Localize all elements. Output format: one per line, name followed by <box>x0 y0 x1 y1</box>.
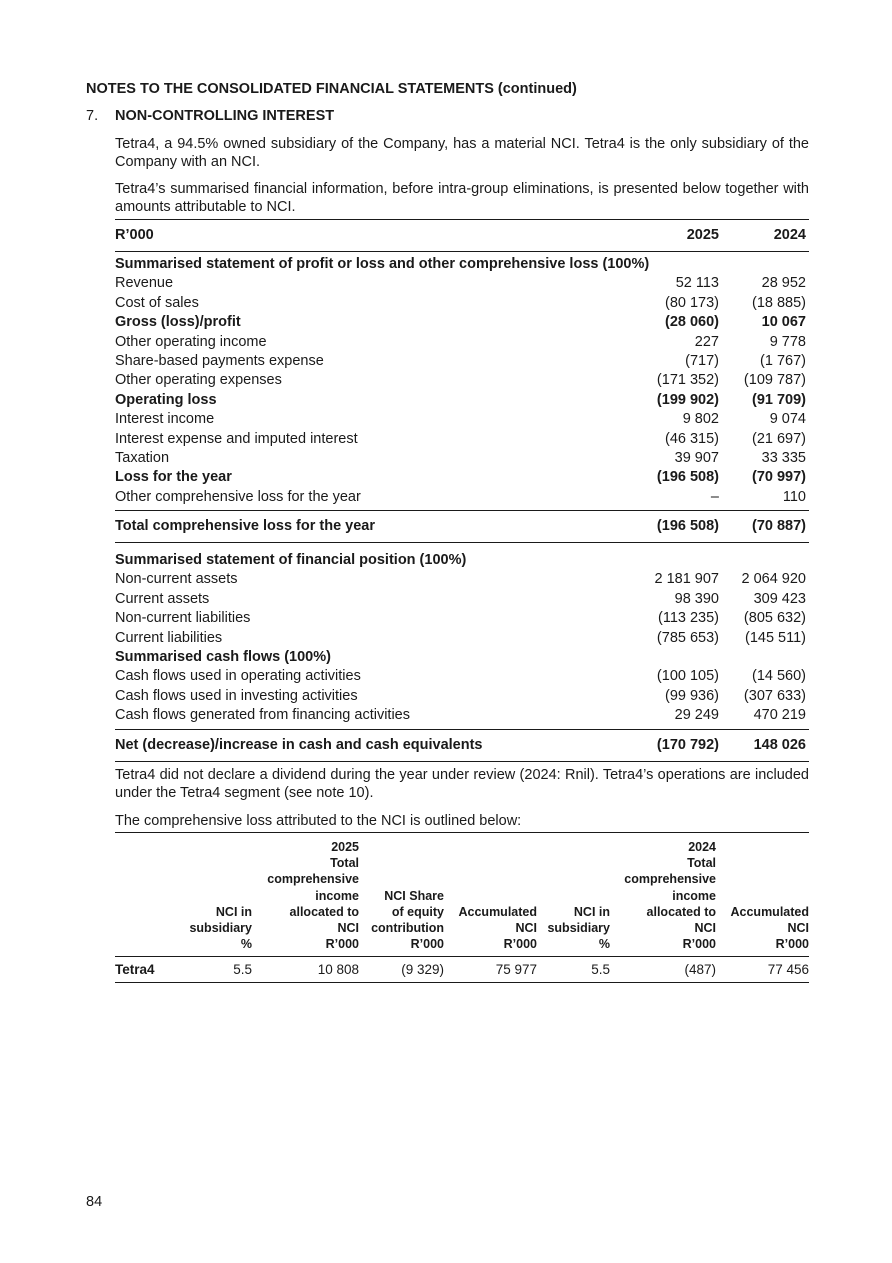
row-label: Current liabilities <box>115 629 223 646</box>
row-label: Cash flows used in investing activities <box>115 687 358 704</box>
value-2025: (717) <box>685 352 719 369</box>
value-2024: 9 778 <box>769 333 806 350</box>
value-2025: 227 <box>694 333 719 350</box>
value-2025: (80 173) <box>664 294 719 311</box>
value-2025: (171 352) <box>656 372 719 389</box>
header-year-2025: 2025 <box>686 227 719 243</box>
value-2025: (785 653) <box>656 629 719 646</box>
table-cell: 5.5 <box>591 962 610 978</box>
table-cell: 5.5 <box>233 962 252 978</box>
cf-section-heading <box>115 648 809 667</box>
value-2024: (18 885) <box>751 294 806 311</box>
table-row <box>115 313 809 332</box>
value-2024: (145 511) <box>745 629 806 646</box>
table-row <box>115 294 809 313</box>
value-2024: 110 <box>782 488 806 505</box>
table-row <box>115 667 809 686</box>
value-2024: 9 074 <box>769 411 806 428</box>
value-2024: 33 335 <box>761 449 806 466</box>
total-comprehensive-row <box>115 511 809 542</box>
row-label: Share-based payments expense <box>115 352 324 369</box>
value-2024: (805 632) <box>743 610 806 627</box>
table-row <box>115 687 809 706</box>
value-2024: (109 787) <box>743 372 806 389</box>
pl-heading-text: Summarised statement of profit or loss and other comprehensive loss (100%) <box>115 256 650 272</box>
table-row <box>115 488 809 507</box>
comprehensive-paragraph: The comprehensive loss attributed to the NCI is outlined below: <box>115 813 522 829</box>
value-2025: (99 936) <box>664 687 719 704</box>
table-row <box>115 609 809 628</box>
table-row <box>115 957 809 983</box>
table-cell: 77 456 <box>767 962 809 978</box>
table-row <box>115 706 809 725</box>
row-label: Tetra4 <box>115 962 155 978</box>
nci-header-cell <box>115 833 175 957</box>
value-2024: 28 952 <box>761 275 806 292</box>
value-2024: 470 219 <box>753 707 806 724</box>
row-label: Cash flows used in operating activities <box>115 668 361 685</box>
nci-header-cell: 2024 Total comprehensive income allocated to NCI R’000 <box>624 840 716 952</box>
table-row <box>115 410 809 429</box>
pl-section-heading <box>115 255 809 274</box>
value-2025: 52 113 <box>675 275 719 292</box>
value-2025: 9 802 <box>682 411 719 428</box>
fp-heading-text: Summarised statement of financial position (100%) <box>115 552 467 569</box>
value-2025: 29 249 <box>674 707 719 724</box>
table-row <box>115 371 809 390</box>
table-cell: 75 977 <box>495 962 537 978</box>
table-row <box>115 570 809 589</box>
row-label: Other operating income <box>115 333 267 350</box>
value-2024: (14 560) <box>751 668 806 685</box>
row-label: Cost of sales <box>115 294 199 311</box>
row-label: Loss for the year <box>115 469 232 486</box>
value-2025: 2 181 907 <box>654 571 719 588</box>
nci-header-cell: NCI Share of equity contribution R’000 <box>371 888 444 952</box>
value-2024: 2 064 920 <box>741 571 806 588</box>
table-row <box>115 352 809 371</box>
value-2024: (91 709) <box>751 391 806 408</box>
nci-table-header <box>115 833 809 957</box>
page-header: NOTES TO THE CONSOLIDATED FINANCIAL STATEMENTS (continued) <box>86 81 577 97</box>
cf-rows <box>115 667 809 725</box>
row-label: Current assets <box>115 590 210 607</box>
fp-rows <box>115 570 809 648</box>
row-label: Other operating expenses <box>115 372 282 389</box>
page-number: 84 <box>86 1194 103 1210</box>
section-number: 7. <box>86 108 99 124</box>
row-label: Gross (loss)/profit <box>115 314 241 331</box>
value-2024: (1 767) <box>760 352 806 369</box>
nci-table <box>115 832 809 983</box>
row-label: Interest expense and imputed interest <box>115 430 358 447</box>
table-row <box>115 449 809 468</box>
value-2024: 309 423 <box>753 590 806 607</box>
value-2025: (196 508) <box>656 518 719 535</box>
table-cell: (9 329) <box>401 962 444 978</box>
pl-rows <box>115 274 809 507</box>
row-label: Net (decrease)/increase in cash and cash equivalents <box>115 736 483 753</box>
header-currency-unit: R’000 <box>115 227 154 243</box>
nci-header-cell: NCI in subsidiary % <box>189 904 252 952</box>
value-2025: (28 060) <box>664 314 719 331</box>
table-row <box>115 629 809 648</box>
value-2025: (170 792) <box>656 736 719 753</box>
row-label: Taxation <box>115 449 170 466</box>
intro-paragraph: Tetra4, a 94.5% owned subsidiary of the Company, has a material NCI. Tetra4 is the only subsidiary of the Company with an NCI. <box>115 136 809 170</box>
table-row <box>115 430 809 449</box>
nci-header-cell: Accumulated NCI R’000 <box>730 904 809 952</box>
header-year-2024: 2024 <box>773 227 806 243</box>
row-label: Operating loss <box>115 391 217 408</box>
value-2025: 39 907 <box>674 449 719 466</box>
table-row <box>115 333 809 352</box>
value-2025: (196 508) <box>656 469 719 486</box>
section-title: NON-CONTROLLING INTEREST <box>115 108 335 124</box>
row-label: Cash flows generated from financing activities <box>115 707 410 724</box>
value-2024: (70 997) <box>751 469 806 486</box>
summary-paragraph: Tetra4’s summarised financial information, before intra-group eliminations, is presented below together with amounts attributable to NCI. <box>115 181 809 215</box>
table-row <box>115 590 809 609</box>
value-2024: 10 067 <box>761 314 806 331</box>
summarised-financial-table <box>115 219 809 762</box>
value-2025: (46 315) <box>664 430 719 447</box>
row-label: Interest income <box>115 411 215 428</box>
value-2024: (70 887) <box>751 518 806 535</box>
value-2024: (21 697) <box>751 430 806 447</box>
table-row <box>115 391 809 410</box>
value-2025: 98 390 <box>674 590 719 607</box>
dividend-paragraph: Tetra4 did not declare a dividend during the year under review (2024: Rnil). Tetra4’s operations are included under the Tetra4 segment (see note 10). <box>115 767 809 801</box>
table-header-row <box>115 220 809 251</box>
row-label: Total comprehensive loss for the year <box>115 518 376 535</box>
row-label: Non-current assets <box>115 571 238 588</box>
row-label: Revenue <box>115 275 174 292</box>
table-row <box>115 468 809 487</box>
value-2025: (113 235) <box>658 610 719 627</box>
nci-table-body <box>115 957 809 983</box>
table-cell: (487) <box>684 962 716 978</box>
table-row <box>115 274 809 293</box>
row-label: Non-current liabilities <box>115 610 251 627</box>
nci-header-cell: 2025 Total comprehensive income allocated to NCI R’000 <box>267 840 359 952</box>
value-2025: (100 105) <box>656 668 719 685</box>
table-cell: 10 808 <box>317 962 359 978</box>
cf-heading-text: Summarised cash flows (100%) <box>115 649 331 666</box>
nci-header-cell: Accumulated NCI R’000 <box>458 904 537 952</box>
fp-section-heading <box>115 551 809 570</box>
value-2024: (307 633) <box>743 687 806 704</box>
net-change-row <box>115 730 809 761</box>
value-2025: – <box>710 488 719 505</box>
nci-header-cell: NCI in subsidiary % <box>547 904 610 952</box>
row-label: Other comprehensive loss for the year <box>115 488 361 505</box>
value-2025: (199 902) <box>656 391 719 408</box>
value-2024: 148 026 <box>753 736 806 753</box>
